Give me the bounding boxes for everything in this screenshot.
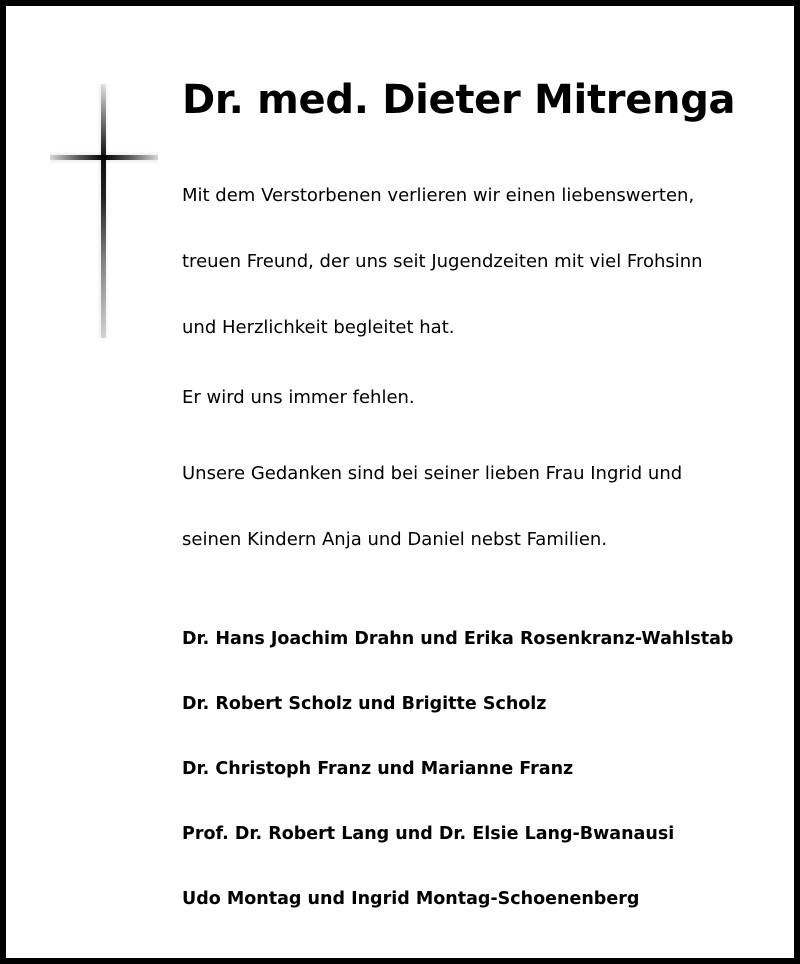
body-line: und Herzlichkeit begleitet hat. [182,317,455,338]
signer-name: Dr. Robert Scholz und Brigitte Scholz [182,694,547,714]
signer-name: Udo Montag und Ingrid Montag-Schoenenberg [182,889,640,909]
signer-name: Prof. Dr. Robert Lang und Dr. Elsie Lang-Bwanausi [182,824,675,844]
body-line: Mit dem Verstorbenen verlieren wir einen liebenswerten, [182,185,695,206]
signer-name: Dr. Hans Joachim Drahn und Erika Rosenkranz-Wahlstab [182,629,734,649]
body-line: Er wird uns immer fehlen. [182,387,415,408]
cross-icon [50,84,160,338]
body-line: treuen Freund, der uns seit Jugendzeiten mit viel Frohsinn [182,251,703,272]
signer-name: Dr. Christoph Franz und Marianne Franz [182,759,574,779]
cross-vertical-beam [101,84,106,338]
deceased-name: Dr. med. Dieter Mitrenga [182,77,736,123]
body-line: seinen Kindern Anja und Daniel nebst Familien. [182,529,608,550]
cross-horizontal-beam [50,155,158,160]
body-line: Unsere Gedanken sind bei seiner lieben Frau Ingrid und [182,463,683,484]
